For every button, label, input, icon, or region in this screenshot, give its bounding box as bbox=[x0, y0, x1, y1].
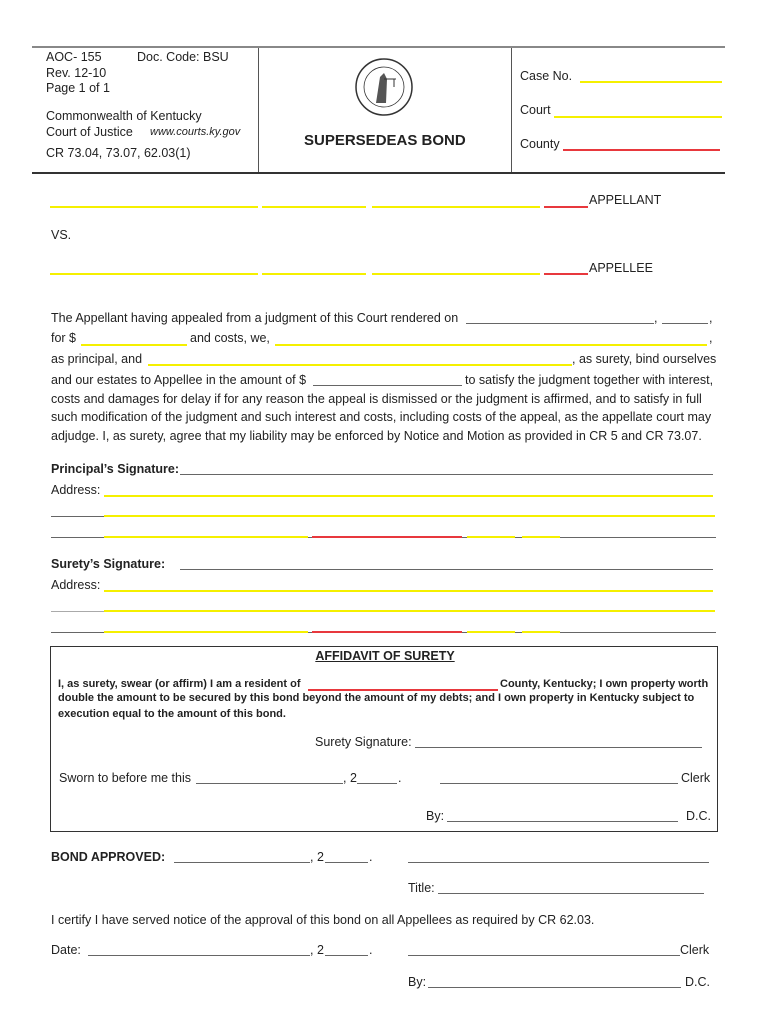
header-bottom-rule bbox=[32, 172, 725, 174]
certify-year-field[interactable] bbox=[325, 955, 368, 956]
surety-address-label: Address: bbox=[51, 578, 101, 592]
form-number: AOC- 155 bbox=[46, 50, 102, 64]
year-prefix: , 2 bbox=[343, 771, 357, 785]
appellee-label: APPELLEE bbox=[589, 261, 653, 275]
title-label: Title: bbox=[408, 881, 435, 895]
rule bbox=[51, 516, 104, 517]
bond-amount-field[interactable] bbox=[313, 385, 462, 386]
doc-code: Doc. Code: BSU bbox=[137, 50, 229, 64]
body-line: and our estates to Appellee in the amount of $ bbox=[51, 373, 307, 387]
principal-city-field[interactable] bbox=[104, 536, 308, 538]
rule bbox=[51, 611, 104, 612]
principal-zip-ext-field[interactable] bbox=[522, 536, 560, 538]
principal-signature-label: Principal’s Signature: bbox=[51, 462, 180, 476]
year-prefix: , 2 bbox=[310, 943, 324, 957]
case-no-label: Case No. bbox=[520, 69, 573, 83]
approver-signature-field[interactable] bbox=[408, 862, 709, 863]
surety-address-line2[interactable] bbox=[104, 610, 715, 612]
body-line: and costs, we, bbox=[190, 331, 270, 345]
appellee-name-field[interactable] bbox=[262, 273, 366, 275]
rules-citation: CR 73.04, 73.07, 62.03(1) bbox=[46, 146, 191, 160]
principal-zip-field[interactable] bbox=[467, 536, 515, 538]
comma: , bbox=[709, 331, 713, 345]
surety-state-field[interactable] bbox=[312, 631, 462, 633]
body-line: for $ bbox=[51, 331, 77, 345]
certify-text: I certify I have served notice of the approval of this bond on all Appellees as required by CR 62.03. bbox=[51, 913, 595, 927]
principal-name-field[interactable] bbox=[275, 344, 707, 346]
date-label: Date: bbox=[51, 943, 81, 957]
appellee-name-field[interactable] bbox=[372, 273, 540, 275]
surety-signature-field[interactable] bbox=[180, 569, 713, 570]
principal-signature-field[interactable] bbox=[180, 474, 713, 475]
judgment-date-field[interactable] bbox=[466, 323, 654, 324]
surety-name-field[interactable] bbox=[148, 364, 572, 366]
affidavit-title: AFFIDAVIT OF SURETY bbox=[315, 649, 455, 663]
judgment-year-field[interactable] bbox=[662, 323, 708, 324]
body-line: as principal, and bbox=[51, 352, 143, 366]
clerk-label: Clerk bbox=[680, 943, 710, 957]
header-divider bbox=[258, 48, 259, 172]
certify-clerk-field[interactable] bbox=[408, 955, 680, 956]
principal-state-field[interactable] bbox=[312, 536, 462, 538]
affidavit-text: County, Kentucky; I own property worth bbox=[500, 678, 709, 690]
appellant-name-field[interactable] bbox=[372, 206, 540, 208]
surety-signature-label: Surety’s Signature: bbox=[51, 557, 166, 571]
period: . bbox=[369, 850, 373, 864]
comma: , bbox=[709, 311, 713, 325]
header-divider bbox=[511, 48, 512, 172]
bond-approved-label: BOND APPROVED: bbox=[51, 850, 166, 864]
body-line: costs and damages for delay if for any reason the appeal is dismissed or the judgment is affirmed, and to satisfy in full bbox=[51, 392, 702, 406]
appellant-name-field[interactable] bbox=[262, 206, 366, 208]
appellee-name-field[interactable] bbox=[50, 273, 258, 275]
surety-signature-label: Surety Signature: bbox=[315, 735, 412, 749]
website-link[interactable]: www.courts.ky.gov bbox=[150, 126, 241, 138]
dc-label: D.C. bbox=[686, 809, 711, 823]
surety-county-field[interactable] bbox=[308, 689, 498, 691]
body-line: such modification of the judgment and such interest and costs, including costs of the appeal, as the appellate court may bbox=[51, 410, 712, 424]
case-no-field[interactable] bbox=[580, 81, 722, 83]
court-of-justice: Court of Justice bbox=[46, 125, 133, 139]
court-seal-icon bbox=[354, 57, 414, 117]
dc-label: D.C. bbox=[685, 975, 710, 989]
court-field[interactable] bbox=[554, 116, 722, 118]
principal-address-label: Address: bbox=[51, 483, 101, 497]
state-name: Commonwealth of Kentucky bbox=[46, 109, 202, 123]
clerk-label: Clerk bbox=[681, 771, 711, 785]
revision: Rev. 12-10 bbox=[46, 66, 107, 80]
form-title: SUPERSEDEAS BOND bbox=[304, 132, 466, 149]
certify-deputy-field[interactable] bbox=[428, 987, 681, 988]
appellant-label: APPELLANT bbox=[589, 193, 662, 207]
affidavit-text: double the amount to be secured by this bond beyond the amount of my debts; and I own property in Kentucky subject to bbox=[58, 692, 695, 704]
sworn-date-field[interactable] bbox=[196, 783, 343, 784]
appellant-name-field[interactable] bbox=[544, 206, 588, 208]
sworn-year-field[interactable] bbox=[357, 783, 397, 784]
vs-label: VS. bbox=[51, 228, 72, 242]
body-line: The Appellant having appealed from a judgment of this Court rendered on bbox=[51, 311, 459, 325]
period: . bbox=[369, 943, 373, 957]
certify-date-field[interactable] bbox=[88, 955, 310, 956]
page-number: Page 1 of 1 bbox=[46, 81, 110, 95]
approver-title-field[interactable] bbox=[438, 893, 704, 894]
approval-year-field[interactable] bbox=[325, 862, 368, 863]
principal-address-line1[interactable] bbox=[104, 495, 713, 497]
by-label: By: bbox=[408, 975, 427, 989]
principal-address-line2[interactable] bbox=[104, 515, 715, 517]
clerk-signature-field[interactable] bbox=[440, 783, 678, 784]
body-line: to satisfy the judgment together with interest, bbox=[465, 373, 714, 387]
header-top-rule bbox=[32, 46, 725, 48]
by-label: By: bbox=[426, 809, 445, 823]
amount-field[interactable] bbox=[81, 344, 187, 346]
county-label: County bbox=[520, 137, 560, 151]
affidavit-text: execution equal to the amount of this bond. bbox=[58, 708, 286, 720]
deputy-clerk-field[interactable] bbox=[447, 821, 678, 822]
county-field[interactable] bbox=[563, 149, 720, 151]
surety-zip-ext-field[interactable] bbox=[522, 631, 560, 633]
body-line: adjudge. I, as surety, agree that my liability may be enforced by Notice and Motion as provided in CR 5 and CR 73.07. bbox=[51, 429, 702, 443]
appellee-name-field[interactable] bbox=[544, 273, 588, 275]
affidavit-text: I, as surety, swear (or affirm) I am a resident of bbox=[58, 678, 301, 690]
comma: , bbox=[654, 311, 658, 325]
year-prefix: , 2 bbox=[310, 850, 324, 864]
period: . bbox=[398, 771, 402, 785]
appellant-name-field[interactable] bbox=[50, 206, 258, 208]
surety-city-field[interactable] bbox=[104, 631, 308, 633]
body-line: , as surety, bind ourselves bbox=[572, 352, 717, 366]
approval-date-field[interactable] bbox=[174, 862, 310, 863]
surety-zip-field[interactable] bbox=[467, 631, 515, 633]
sworn-label: Sworn to before me this bbox=[59, 771, 192, 785]
court-label: Court bbox=[520, 103, 551, 117]
affidavit-surety-signature-field[interactable] bbox=[415, 747, 702, 748]
surety-address-line1[interactable] bbox=[104, 590, 713, 592]
